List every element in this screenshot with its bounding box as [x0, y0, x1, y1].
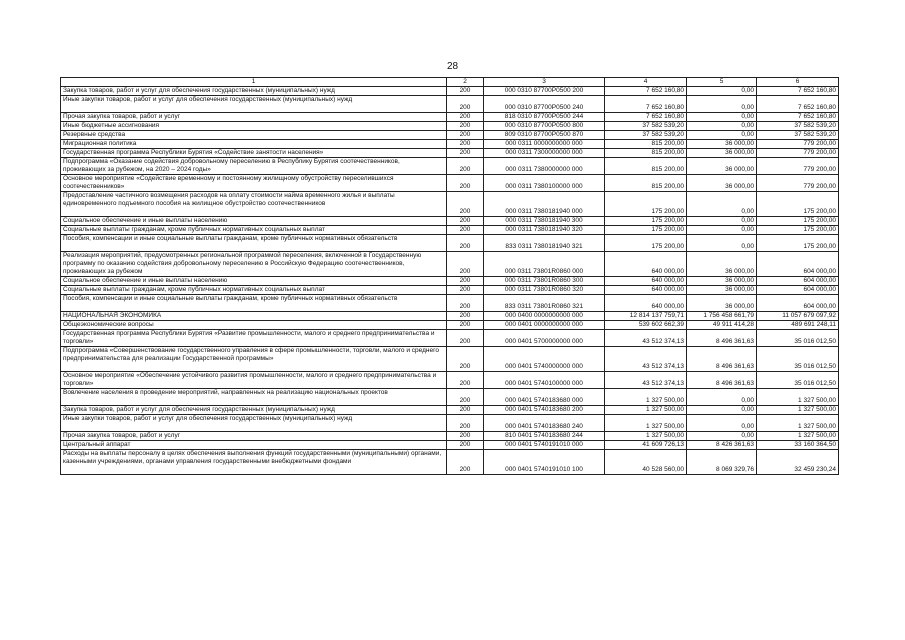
row-value-6: 489 691 248,11 [757, 321, 839, 330]
row-value-5: 0,00 [687, 122, 757, 131]
row-code: 200 [447, 140, 484, 149]
row-classification: 833 0311 7380181940 321 [484, 235, 605, 252]
row-value-6: 33 160 364,50 [757, 441, 839, 450]
row-name: Закупка товаров, работ и услуг для обеспечения государственных (муниципальных) нужд [61, 406, 447, 415]
column-header-5: 5 [687, 78, 757, 87]
row-classification: 000 0401 5700000000 000 [484, 330, 605, 347]
row-value-5: 8 496 361,63 [687, 330, 757, 347]
row-name: Пособия, компенсации и иные социальные выплаты гражданам, кроме публичных нормативных обязательств [61, 295, 447, 312]
row-classification: 000 0311 73801R0860 000 [484, 252, 605, 277]
table-row [61, 122, 839, 131]
row-value-6: 11 057 679 097,92 [757, 312, 839, 321]
row-value-4: 815 200,00 [605, 175, 687, 192]
row-name: Общеэкономические вопросы [61, 321, 447, 330]
table-row [61, 312, 839, 321]
budget-table-body [61, 78, 839, 475]
row-value-4: 539 602 662,39 [605, 321, 687, 330]
table-row [61, 96, 839, 113]
row-code: 200 [447, 226, 484, 235]
row-value-6: 7 652 160,80 [757, 87, 839, 96]
row-value-6: 604 000,00 [757, 277, 839, 286]
row-name: Основное мероприятие «Содействие временному и постоянному жилищному обустройству переселившихся соотечественников» [61, 175, 447, 192]
row-code: 200 [447, 372, 484, 389]
row-value-4: 43 512 374,13 [605, 372, 687, 389]
table-row [61, 441, 839, 450]
row-value-5: 36 000,00 [687, 149, 757, 158]
table-row [61, 149, 839, 158]
row-value-6: 1 327 500,00 [757, 432, 839, 441]
header-row [61, 78, 839, 87]
row-name: Реализация мероприятий, предусмотренных региональной программой переселения, включенной в Государственную программу по оказанию содействия добровольному переселению в Российскую Федерацию соотечественников, проживающих за рубежом [61, 252, 447, 277]
page-number: 28 [446, 61, 459, 72]
row-name: Прочая закупка товаров, работ и услуг [61, 432, 447, 441]
row-value-6: 779 200,00 [757, 149, 839, 158]
table-row [61, 277, 839, 286]
row-classification: 000 0401 5740100000 000 [484, 372, 605, 389]
row-code: 200 [447, 321, 484, 330]
row-code: 200 [447, 347, 484, 372]
row-value-6: 35 016 012,50 [757, 347, 839, 372]
row-value-6: 175 200,00 [757, 217, 839, 226]
row-classification: 810 0401 5740183680 244 [484, 432, 605, 441]
row-classification: 000 0401 0000000000 000 [484, 321, 605, 330]
row-value-6: 37 582 539,20 [757, 122, 839, 131]
row-value-5: 8 496 361,63 [687, 347, 757, 372]
table-row [61, 372, 839, 389]
row-code: 200 [447, 217, 484, 226]
row-value-5: 1 756 458 661,79 [687, 312, 757, 321]
row-code: 200 [447, 252, 484, 277]
table-row [61, 321, 839, 330]
row-value-5: 36 000,00 [687, 175, 757, 192]
row-name: Прочая закупка товаров, работ и услуг [61, 113, 447, 122]
table-row [61, 295, 839, 312]
row-value-4: 640 000,00 [605, 286, 687, 295]
row-value-5: 36 000,00 [687, 252, 757, 277]
row-name: Предоставление частичного возмещения расходов на оплату стоимости найма временного жилья и выплаты единовременного подъемного пособия на жилищное обустройство соотечественников [61, 192, 447, 217]
row-value-4: 7 652 160,80 [605, 87, 687, 96]
table-row [61, 226, 839, 235]
table-row [61, 415, 839, 432]
row-classification: 000 0401 5740183680 200 [484, 406, 605, 415]
row-name: Государственная программа Республики Бурятия «Развитие промышленности, малого и среднего предпринимательства и торговли» [61, 330, 447, 347]
row-value-6: 7 652 160,80 [757, 96, 839, 113]
column-header-3: 3 [484, 78, 605, 87]
row-value-5: 8 426 361,63 [687, 441, 757, 450]
row-value-4: 815 200,00 [605, 149, 687, 158]
row-value-4: 1 327 500,00 [605, 406, 687, 415]
row-code: 200 [447, 96, 484, 113]
row-value-6: 37 582 539,20 [757, 131, 839, 140]
table-row [61, 113, 839, 122]
budget-table [60, 77, 839, 475]
row-value-5: 36 000,00 [687, 295, 757, 312]
row-name: Центральный аппарат [61, 441, 447, 450]
row-value-6: 779 200,00 [757, 140, 839, 149]
row-value-5: 0,00 [687, 235, 757, 252]
row-code: 200 [447, 158, 484, 175]
row-value-4: 7 652 160,80 [605, 113, 687, 122]
row-value-4: 43 512 374,13 [605, 347, 687, 372]
row-value-4: 175 200,00 [605, 235, 687, 252]
row-code: 200 [447, 415, 484, 432]
row-name: Социальное обеспечение и иные выплаты населению [61, 277, 447, 286]
row-value-4: 7 652 160,80 [605, 96, 687, 113]
row-code: 200 [447, 330, 484, 347]
row-value-4: 640 000,00 [605, 252, 687, 277]
row-value-6: 35 016 012,50 [757, 372, 839, 389]
row-classification: 000 0401 5740191010 000 [484, 441, 605, 450]
row-code: 200 [447, 131, 484, 140]
row-value-5: 0,00 [687, 432, 757, 441]
row-classification: 833 0311 73801R0860 321 [484, 295, 605, 312]
row-name: Миграционная политика [61, 140, 447, 149]
row-value-4: 640 000,00 [605, 295, 687, 312]
row-code: 200 [447, 235, 484, 252]
table-row [61, 217, 839, 226]
table-row [61, 175, 839, 192]
row-value-5: 36 000,00 [687, 277, 757, 286]
row-value-5: 0,00 [687, 96, 757, 113]
row-value-5: 8 069 329,76 [687, 450, 757, 475]
row-value-6: 7 652 160,80 [757, 113, 839, 122]
row-value-6: 604 000,00 [757, 295, 839, 312]
row-classification: 000 0311 0000000000 000 [484, 140, 605, 149]
table-row [61, 252, 839, 277]
row-value-4: 175 200,00 [605, 217, 687, 226]
row-value-6: 779 200,00 [757, 158, 839, 175]
row-value-4: 37 582 539,20 [605, 131, 687, 140]
row-code: 200 [447, 450, 484, 475]
column-header-2: 2 [447, 78, 484, 87]
row-value-4: 815 200,00 [605, 158, 687, 175]
row-value-4: 37 582 539,20 [605, 122, 687, 131]
row-value-5: 36 000,00 [687, 158, 757, 175]
row-code: 200 [447, 192, 484, 217]
row-name: Вовлечение населения в проведение мероприятий, направленных на реализацию национальных проектов [61, 389, 447, 406]
row-value-4: 640 000,00 [605, 277, 687, 286]
column-header-6: 6 [757, 78, 839, 87]
row-name: Подпрограмма «Оказание содействия добровольному переселению в Республику Бурятия соотечественников, проживающих за рубежом, на 2020 – 2024 годы» [61, 158, 447, 175]
row-code: 200 [447, 113, 484, 122]
row-classification: 000 0311 73801R0860 300 [484, 277, 605, 286]
row-code: 200 [447, 286, 484, 295]
row-name: Основное мероприятие «Обеспечение устойчивого развития промышленности, малого и среднего предпринимательства и торговли» [61, 372, 447, 389]
row-classification: 000 0401 5740191010 100 [484, 450, 605, 475]
row-classification: 000 0311 7300000000 000 [484, 149, 605, 158]
row-value-5: 0,00 [687, 87, 757, 96]
table-row [61, 192, 839, 217]
row-value-4: 43 512 374,13 [605, 330, 687, 347]
row-value-6: 35 016 012,50 [757, 330, 839, 347]
row-code: 200 [447, 122, 484, 131]
row-value-6: 175 200,00 [757, 192, 839, 217]
row-name: Иные бюджетные ассигнования [61, 122, 447, 131]
row-value-6: 1 327 500,00 [757, 415, 839, 432]
row-value-5: 0,00 [687, 406, 757, 415]
row-name: Социальные выплаты гражданам, кроме публичных нормативных социальных выплат [61, 286, 447, 295]
row-code: 200 [447, 312, 484, 321]
table-row [61, 389, 839, 406]
row-value-5: 0,00 [687, 415, 757, 432]
row-value-6: 32 459 230,24 [757, 450, 839, 475]
table-row [61, 432, 839, 441]
row-classification: 818 0310 87700P0500 244 [484, 113, 605, 122]
row-name: Государственная программа Республики Бурятия «Содействие занятости населения» [61, 149, 447, 158]
row-value-5: 0,00 [687, 192, 757, 217]
row-name: Расходы на выплаты персоналу в целях обеспечения выполнения функций государственными (муниципальными) органами, казенными учреждениями, органами управления государственными внебюджетными фондами [61, 450, 447, 475]
table-row [61, 450, 839, 475]
row-classification: 000 0401 5740000000 000 [484, 347, 605, 372]
row-value-4: 1 327 500,00 [605, 415, 687, 432]
row-value-4: 12 814 137 759,71 [605, 312, 687, 321]
row-classification: 000 0311 7380000000 000 [484, 158, 605, 175]
row-value-6: 175 200,00 [757, 226, 839, 235]
row-value-5: 0,00 [687, 226, 757, 235]
row-value-4: 1 327 500,00 [605, 389, 687, 406]
row-classification: 000 0401 5740183680 240 [484, 415, 605, 432]
row-classification: 000 0311 73801R0860 320 [484, 286, 605, 295]
row-value-6: 779 200,00 [757, 175, 839, 192]
row-name: Пособия, компенсации и иные социальные выплаты гражданам, кроме публичных нормативных обязательств [61, 235, 447, 252]
row-name: Иные закупки товаров, работ и услуг для обеспечения государственных (муниципальных) нужд [61, 415, 447, 432]
row-code: 200 [447, 432, 484, 441]
row-value-5: 0,00 [687, 113, 757, 122]
row-code: 200 [447, 406, 484, 415]
row-name: НАЦИОНАЛЬНАЯ ЭКОНОМИКА [61, 312, 447, 321]
row-name: Подпрограмма «Совершенствование государственного управления в сфере промышленности, торговли, малого и среднего предпринимательства для реализации Государственной программы» [61, 347, 447, 372]
row-value-5: 0,00 [687, 389, 757, 406]
row-value-4: 175 200,00 [605, 192, 687, 217]
row-classification: 000 0310 87700P0500 240 [484, 96, 605, 113]
table-row [61, 158, 839, 175]
row-code: 200 [447, 277, 484, 286]
row-classification: 000 0311 7380181940 300 [484, 217, 605, 226]
row-classification: 809 0310 87700P0500 870 [484, 131, 605, 140]
row-classification: 000 0310 87700P0500 200 [484, 87, 605, 96]
column-header-1: 1 [61, 78, 447, 87]
row-value-6: 1 327 500,00 [757, 406, 839, 415]
row-name: Социальное обеспечение и иные выплаты населению [61, 217, 447, 226]
row-code: 200 [447, 441, 484, 450]
row-code: 200 [447, 389, 484, 406]
row-value-6: 1 327 500,00 [757, 389, 839, 406]
row-code: 200 [447, 87, 484, 96]
row-value-6: 604 000,00 [757, 252, 839, 277]
row-classification: 000 0310 87700P0500 800 [484, 122, 605, 131]
row-code: 200 [447, 175, 484, 192]
row-value-5: 8 496 361,63 [687, 372, 757, 389]
row-value-5: 49 911 414,28 [687, 321, 757, 330]
row-classification: 000 0311 7380100000 000 [484, 175, 605, 192]
table-row [61, 87, 839, 96]
row-value-4: 41 609 726,13 [605, 441, 687, 450]
row-value-5: 36 000,00 [687, 140, 757, 149]
row-value-5: 36 000,00 [687, 286, 757, 295]
row-name: Резервные средства [61, 131, 447, 140]
table-row [61, 330, 839, 347]
table-row [61, 286, 839, 295]
table-row [61, 406, 839, 415]
table-row [61, 131, 839, 140]
row-code: 200 [447, 149, 484, 158]
row-classification: 000 0400 0000000000 000 [484, 312, 605, 321]
row-value-4: 1 327 500,00 [605, 432, 687, 441]
row-value-5: 0,00 [687, 131, 757, 140]
column-header-4: 4 [605, 78, 687, 87]
table-row [61, 235, 839, 252]
table-row [61, 140, 839, 149]
table-row [61, 347, 839, 372]
row-classification: 000 0401 5740183680 000 [484, 389, 605, 406]
row-name: Иные закупки товаров, работ и услуг для обеспечения государственных (муниципальных) нужд [61, 96, 447, 113]
row-value-4: 175 200,00 [605, 226, 687, 235]
row-value-6: 175 200,00 [757, 235, 839, 252]
row-code: 200 [447, 295, 484, 312]
row-classification: 000 0311 7380181940 000 [484, 192, 605, 217]
row-value-4: 40 528 560,00 [605, 450, 687, 475]
row-value-6: 604 000,00 [757, 286, 839, 295]
row-value-5: 0,00 [687, 217, 757, 226]
row-classification: 000 0311 7380181940 320 [484, 226, 605, 235]
row-name: Социальные выплаты гражданам, кроме публичных нормативных социальных выплат [61, 226, 447, 235]
row-value-4: 815 200,00 [605, 140, 687, 149]
row-name: Закупка товаров, работ и услуг для обеспечения государственных (муниципальных) нужд [61, 87, 447, 96]
